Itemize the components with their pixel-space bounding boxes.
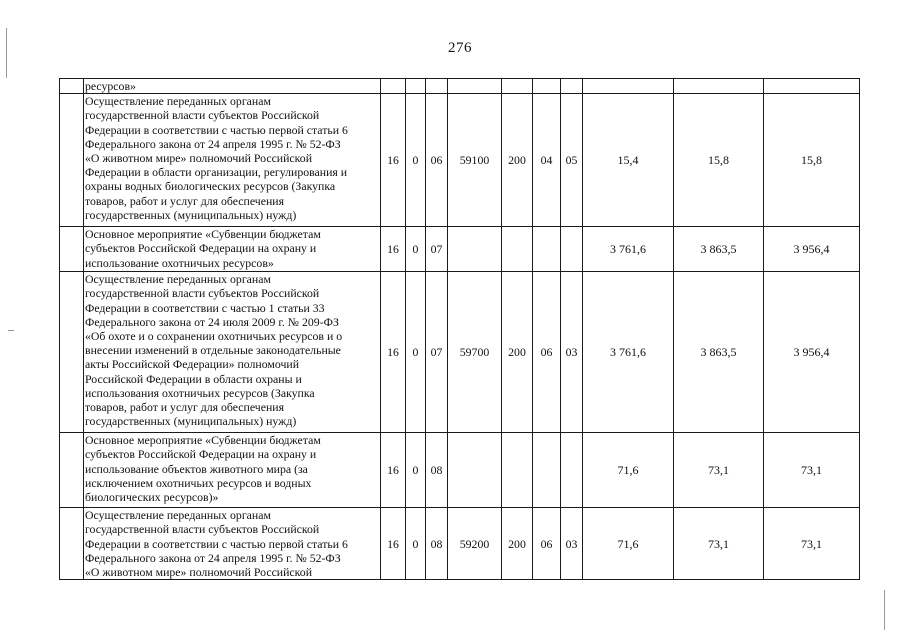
amount-year-3: 3 956,4 bbox=[764, 272, 860, 433]
description-line: ресурсов» bbox=[85, 79, 136, 93]
description-line: Основное мероприятие «Субвенции бюджетам bbox=[85, 227, 321, 242]
description-line: Федерации в соответствии с частью первой статьи 6 bbox=[85, 536, 348, 551]
code-pr bbox=[561, 227, 583, 272]
description-line: Федерации в области организации, регулирования и bbox=[85, 165, 348, 180]
amount-year-3: 15,8 bbox=[764, 94, 860, 227]
blank-cell bbox=[60, 79, 84, 94]
code-direction bbox=[448, 79, 502, 94]
code-om: 08 bbox=[426, 433, 448, 508]
code-rz: 06 bbox=[533, 508, 561, 580]
description-line: «О животном мире» полномочий Российской bbox=[85, 151, 313, 166]
table-row bbox=[60, 508, 860, 580]
code-pgp bbox=[406, 79, 426, 94]
description-line: «Об охоте и о сохранении охотничьих ресурсов и о bbox=[85, 329, 343, 344]
code-gp bbox=[381, 79, 406, 94]
code-pr: 03 bbox=[561, 272, 583, 433]
code-rz: 04 bbox=[533, 94, 561, 227]
blank-cell bbox=[60, 94, 84, 227]
description-line: Осуществление переданных органам bbox=[85, 272, 271, 287]
code-om bbox=[426, 79, 448, 94]
scan-mark-left-edge bbox=[6, 28, 7, 78]
description-line: Федерального закона от 24 апреля 1995 г. № 52-ФЗ bbox=[85, 550, 341, 565]
description-line: Осуществление переданных органам bbox=[85, 508, 271, 523]
description-line: государственной власти субъектов Российской bbox=[85, 108, 320, 123]
description-line: Российской Федерации в области охраны и bbox=[85, 371, 302, 386]
description-line: Федерации в соответствии с частью 1 статьи 33 bbox=[85, 300, 325, 315]
code-vr: 200 bbox=[502, 94, 533, 227]
amount-year-1: 3 761,6 bbox=[583, 272, 674, 433]
code-rz bbox=[533, 227, 561, 272]
page-number: 276 bbox=[448, 40, 472, 56]
table-row bbox=[60, 79, 860, 94]
scan-mark-left-dash bbox=[8, 330, 14, 331]
row-description bbox=[84, 272, 381, 433]
blank-cell bbox=[60, 272, 84, 433]
code-gp: 16 bbox=[381, 272, 406, 433]
description-line: Федерального закона от 24 апреля 1995 г. № 52-ФЗ bbox=[85, 136, 341, 151]
description-line: внесении изменений в отдельные законодательные bbox=[85, 343, 341, 358]
code-direction bbox=[448, 433, 502, 508]
amount-year-3: 3 956,4 bbox=[764, 227, 860, 272]
code-gp: 16 bbox=[381, 433, 406, 508]
table-body bbox=[60, 79, 860, 580]
code-pr bbox=[561, 433, 583, 508]
amount-year-3: 73,1 bbox=[764, 433, 860, 508]
description-line: Основное мероприятие «Субвенции бюджетам bbox=[85, 433, 321, 448]
code-om: 07 bbox=[426, 272, 448, 433]
description-line: государственных (муниципальных) нужд) bbox=[85, 207, 297, 222]
description-line: акты Российской Федерации» полномочий bbox=[85, 357, 300, 372]
amount-year-1: 71,6 bbox=[583, 433, 674, 508]
code-pr bbox=[561, 79, 583, 94]
blank-cell bbox=[60, 227, 84, 272]
code-direction: 59700 bbox=[448, 272, 502, 433]
table-row bbox=[60, 272, 860, 433]
table-row bbox=[60, 227, 860, 272]
row-description bbox=[84, 508, 381, 580]
description-line: субъектов Российской Федерации на охрану и bbox=[85, 241, 317, 256]
description-line: исключением охотничьих ресурсов и водных bbox=[85, 475, 312, 490]
code-direction: 59100 bbox=[448, 94, 502, 227]
description-line: биологических ресурсов)» bbox=[85, 490, 219, 505]
code-pr: 03 bbox=[561, 508, 583, 580]
code-vr: 200 bbox=[502, 272, 533, 433]
amount-year-2: 3 863,5 bbox=[674, 272, 764, 433]
row-description bbox=[84, 94, 381, 227]
code-vr bbox=[502, 433, 533, 508]
table-row bbox=[60, 94, 860, 227]
blank-cell bbox=[60, 433, 84, 508]
scan-mark-right-edge bbox=[884, 590, 885, 630]
row-description bbox=[84, 227, 381, 272]
code-direction: 59200 bbox=[448, 508, 502, 580]
amount-year-1: 15,4 bbox=[583, 94, 674, 227]
amount-year-2 bbox=[674, 79, 764, 94]
code-rz: 06 bbox=[533, 272, 561, 433]
code-om: 07 bbox=[426, 227, 448, 272]
code-direction bbox=[448, 227, 502, 272]
amount-year-3: 73,1 bbox=[764, 508, 860, 580]
code-pgp: 0 bbox=[406, 508, 426, 580]
code-pr: 05 bbox=[561, 94, 583, 227]
amount-year-1: 71,6 bbox=[583, 508, 674, 580]
description-line: товаров, работ и услуг для обеспечения bbox=[85, 400, 285, 415]
code-pgp: 0 bbox=[406, 433, 426, 508]
description-line: государственных (муниципальных) нужд) bbox=[85, 414, 297, 429]
code-pgp: 0 bbox=[406, 272, 426, 433]
description-line: государственной власти субъектов Российской bbox=[85, 522, 320, 537]
amount-year-2: 73,1 bbox=[674, 508, 764, 580]
description-line: товаров, работ и услуг для обеспечения bbox=[85, 193, 285, 208]
code-vr bbox=[502, 79, 533, 94]
code-vr bbox=[502, 227, 533, 272]
description-line: субъектов Российской Федерации на охрану и bbox=[85, 447, 317, 462]
code-vr: 200 bbox=[502, 508, 533, 580]
code-gp: 16 bbox=[381, 227, 406, 272]
amount-year-1 bbox=[583, 79, 674, 94]
description-line: «О животном мире» полномочий Российской bbox=[85, 565, 313, 580]
code-gp: 16 bbox=[381, 508, 406, 580]
code-rz bbox=[533, 433, 561, 508]
code-pgp: 0 bbox=[406, 94, 426, 227]
description-line: использования охотничьих ресурсов (Закупка bbox=[85, 385, 315, 400]
description-line: государственной власти субъектов Российской bbox=[85, 286, 320, 301]
code-om: 08 bbox=[426, 508, 448, 580]
code-om: 06 bbox=[426, 94, 448, 227]
description-line: Федерального закона от 24 июля 2009 г. № 209-ФЗ bbox=[85, 314, 339, 329]
description-line: использование объектов животного мира (за bbox=[85, 461, 308, 476]
code-rz bbox=[533, 79, 561, 94]
amount-year-2: 73,1 bbox=[674, 433, 764, 508]
amount-year-2: 3 863,5 bbox=[674, 227, 764, 272]
description-line: Федерации в соответствии с частью первой статьи 6 bbox=[85, 122, 348, 137]
code-pgp: 0 bbox=[406, 227, 426, 272]
budget-table bbox=[59, 78, 860, 580]
description-line: охраны водных биологических ресурсов (Закупка bbox=[85, 179, 336, 194]
amount-year-2: 15,8 bbox=[674, 94, 764, 227]
amount-year-3 bbox=[764, 79, 860, 94]
description-line: использование охотничьих ресурсов» bbox=[85, 255, 274, 270]
row-description bbox=[84, 433, 381, 508]
code-gp: 16 bbox=[381, 94, 406, 227]
amount-year-1: 3 761,6 bbox=[583, 227, 674, 272]
blank-cell bbox=[60, 508, 84, 580]
table-row bbox=[60, 433, 860, 508]
row-description bbox=[84, 79, 381, 94]
description-line: Осуществление переданных органам bbox=[85, 94, 271, 109]
